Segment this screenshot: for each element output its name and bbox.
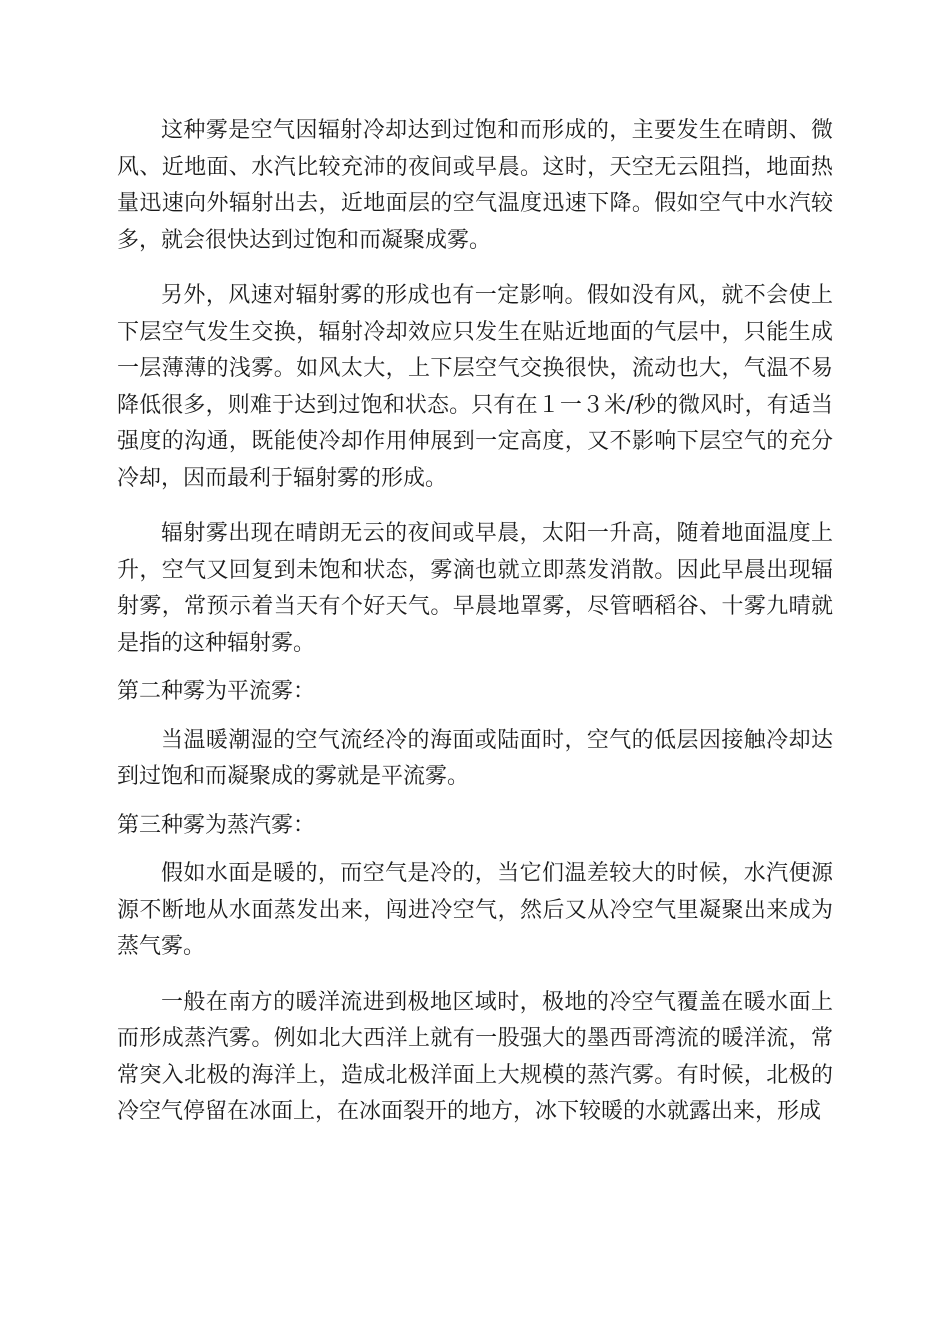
paragraph-radiation-fog-dissipation: 辐射雾出现在晴朗无云的夜间或早晨，太阳一升高，随着地面温度上升，空气又回复到未饱和状态，雾滴也就立即蒸发消散。因此早晨出现辐射雾，常预示着当天有个好天气。早晨地罩雾，尽管晒稻谷、十雾九晴就是指的这种辐射雾。 <box>117 521 833 656</box>
paragraph-radiation-fog-formation: 这种雾是空气因辐射冷却达到过饱和而形成的，主要发生在晴朗、微风、近地面、水汽比较充沛的夜间或早晨。这时，天空无云阻挡，地面热量迅速向外辐射出去，近地面层的空气温度迅速下降。假如空气中水汽较多，就会很快达到过饱和而凝聚成雾。 <box>117 118 833 253</box>
paragraph-arctic-steam-fog: 一般在南方的暖洋流进到极地区域时，极地的冷空气覆盖在暖水面上而形成蒸汽雾。例如北大西洋上就有一股强大的墨西哥湾流的暖洋流，常常突入北极的海洋上，造成北极洋面上大规模的蒸汽雾。有时候，北极的冷空气停留在冰面上，在冰面裂开的地方，冰下较暖的水就露出来，形成 <box>117 989 833 1124</box>
heading-advection-fog: 第二种雾为平流雾： <box>117 679 316 704</box>
paragraph-wind-speed-effect: 另外，风速对辐射雾的形成也有一定影响。假如没有风，就不会使上下层空气发生交换，辐射冷却效应只发生在贴近地面的气层中，只能生成一层薄薄的浅雾。如风太大，上下层空气交换很快，流动也大，气温不易降低很多，则难于达到过饱和状态。只有在１一３米/秒的微风时，有适当强度的沟通，既能使冷却作用伸展到一定高度，又不影响下层空气的充分冷却，因而最利于辐射雾的形成。 <box>117 283 833 491</box>
heading-steam-fog: 第三种雾为蒸汽雾： <box>117 812 316 838</box>
paragraph-advection-fog: 当温暖潮湿的空气流经冷的海面或陆面时，空气的低层因接触冷却达到过饱和而凝聚成的雾就是平流雾。 <box>117 727 833 789</box>
document-page <box>117 113 833 1131</box>
paragraph-steam-fog: 假如水面是暖的，而空气是冷的，当它们温差较大的时候，水汽便源源不断地从水面蒸发出来，闯进冷空气，然后又从冷空气里凝聚出来成为蒸气雾。 <box>117 861 833 959</box>
